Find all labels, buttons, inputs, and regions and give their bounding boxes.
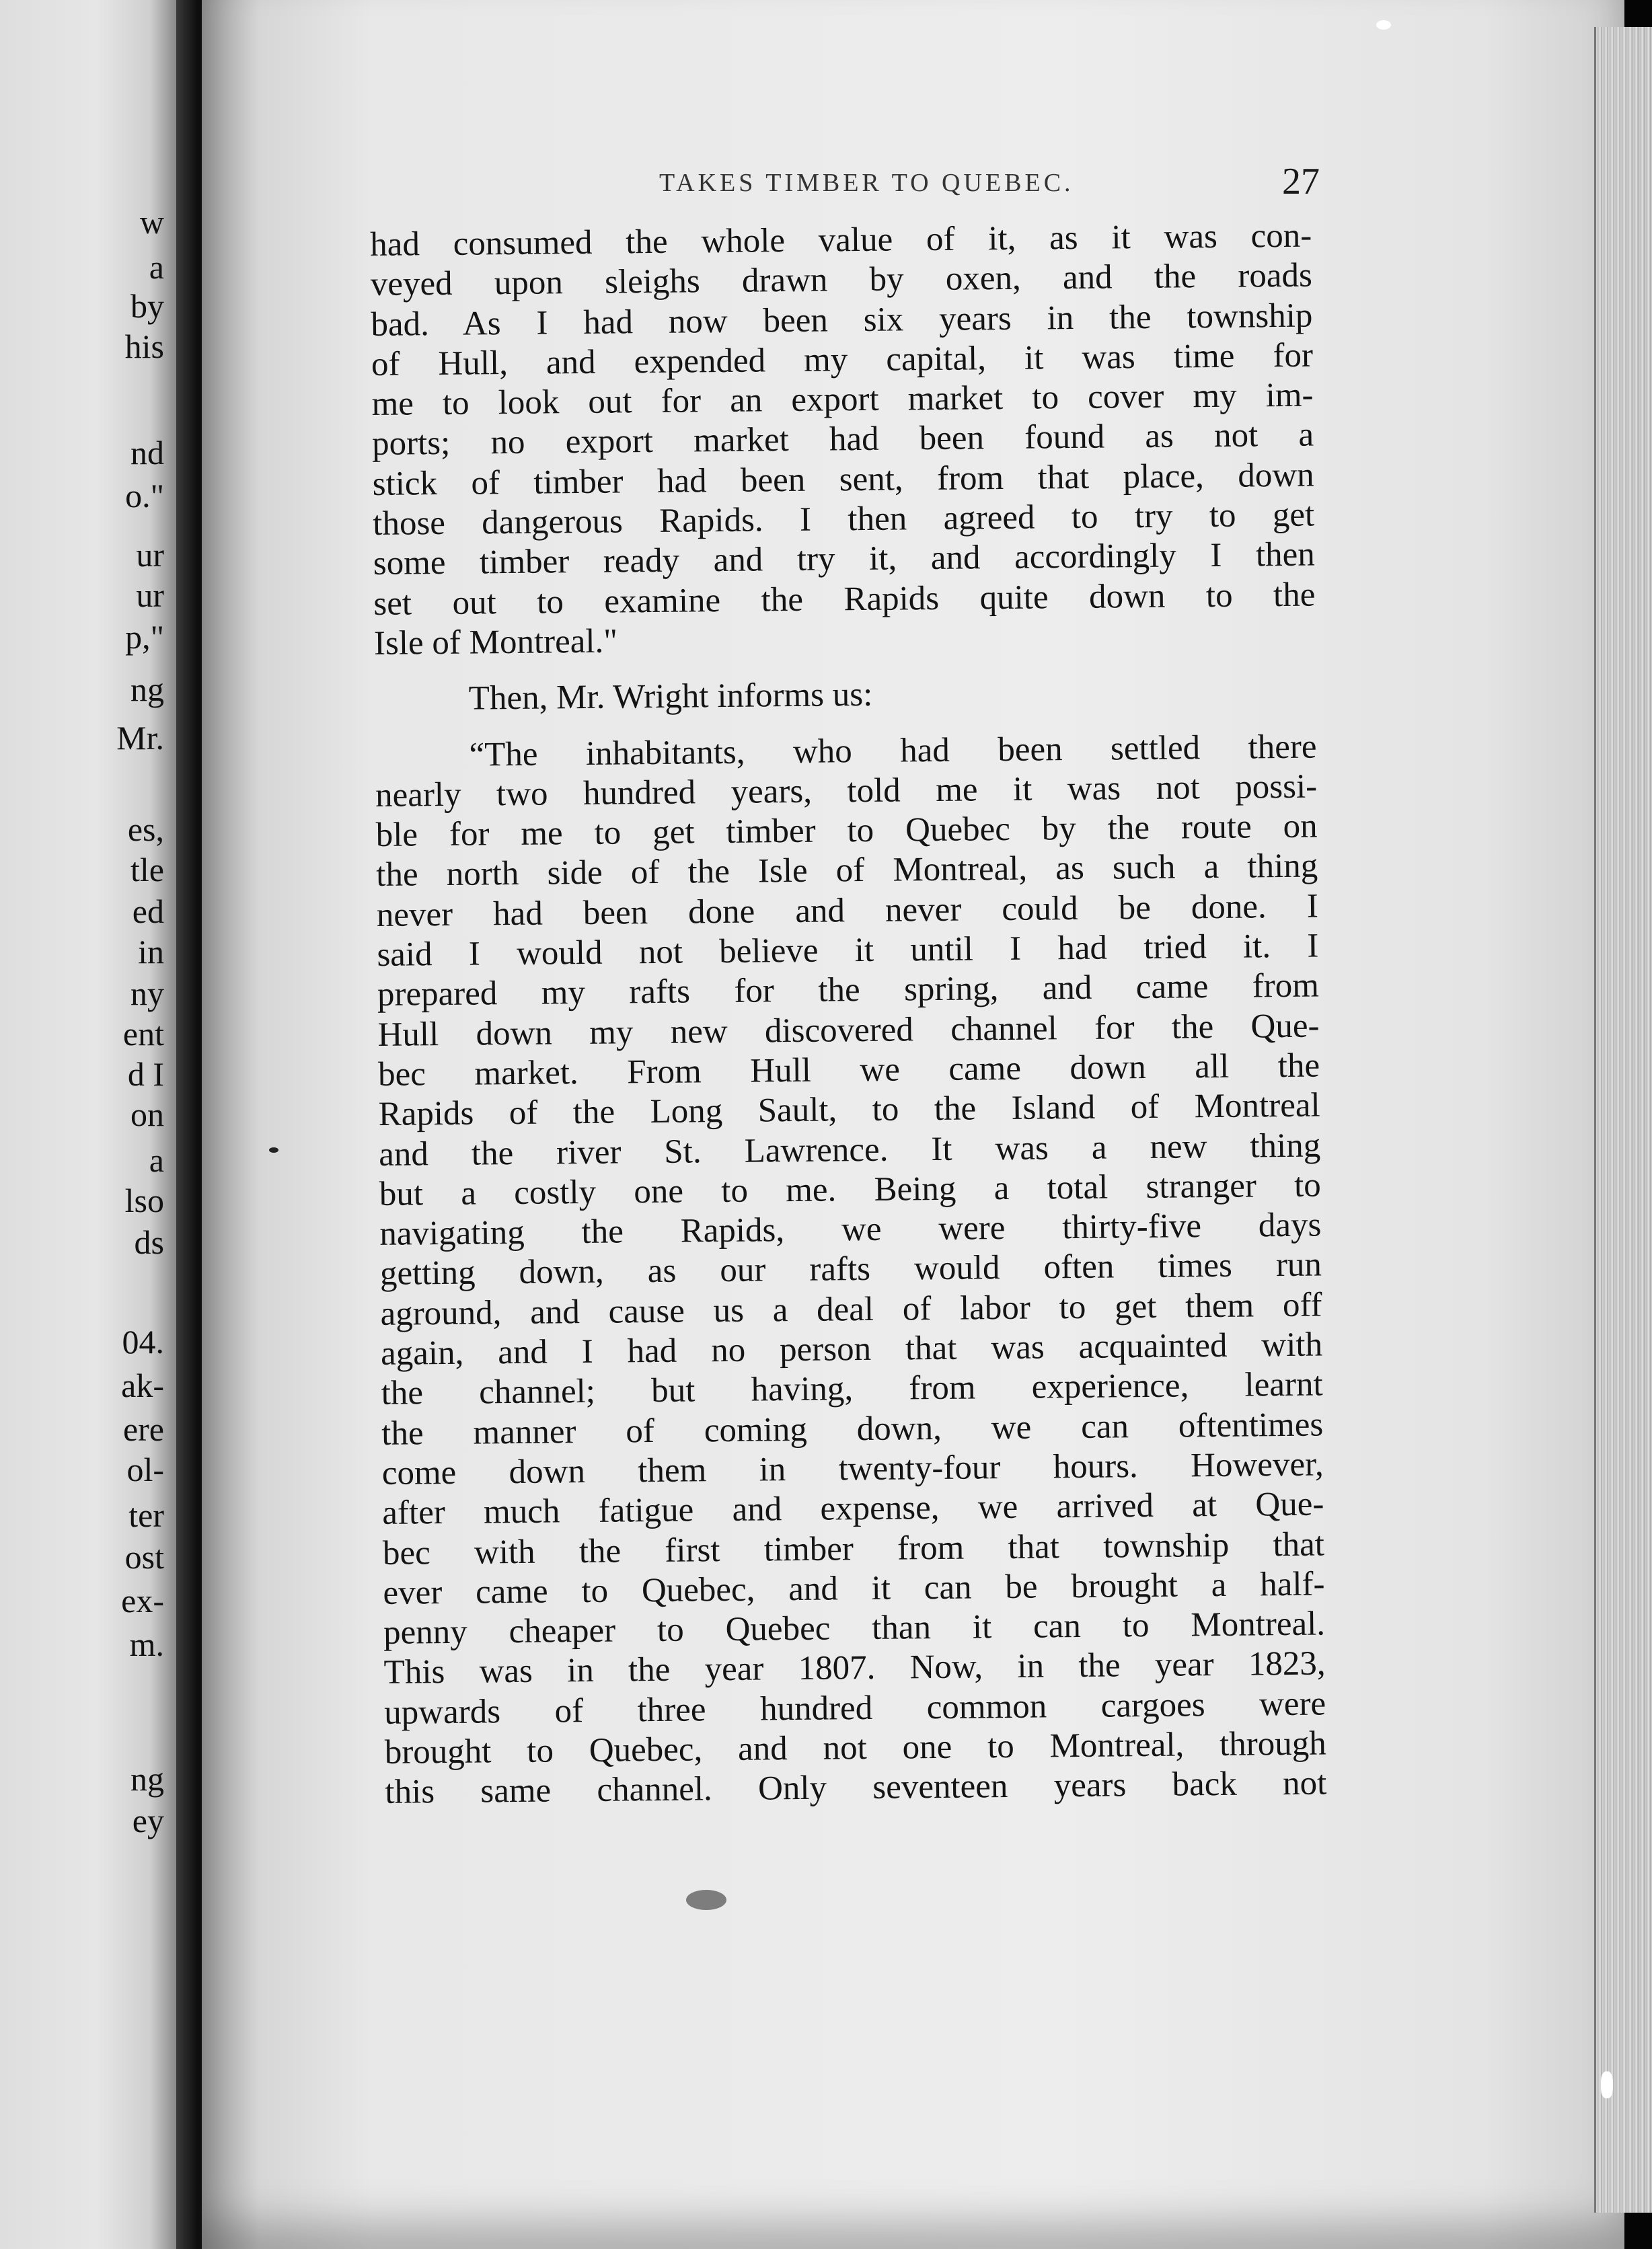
page-stack-edge bbox=[1594, 27, 1652, 2213]
left-page-fragment: 04. bbox=[122, 1323, 164, 1361]
left-page-fragment: tle bbox=[130, 851, 164, 888]
text-line: of Hull, and expended my capital, it was time for bbox=[371, 336, 1314, 383]
scan-speck bbox=[1601, 2071, 1613, 2098]
text-line: ever came to Quebec, and it can be brought a half- bbox=[383, 1565, 1325, 1612]
left-page-fragment: ng bbox=[130, 671, 164, 708]
text-line: brought to Quebec, and not one to Montreal, through bbox=[384, 1724, 1327, 1771]
text-line: navigating the Rapids, we were thirty-five days bbox=[379, 1206, 1322, 1254]
left-page-fragment: m. bbox=[129, 1626, 164, 1663]
text-line: those dangerous Rapids. I then agreed to try to get bbox=[372, 496, 1315, 543]
left-page-fragment: ed bbox=[132, 892, 164, 930]
text-line: some timber ready and try it, and accordingly I then bbox=[373, 535, 1316, 583]
text-line: ports; no export market had been found as not a bbox=[371, 416, 1314, 463]
text-line: nearly two hundred years, told me it was not possi- bbox=[375, 767, 1318, 814]
text-line: again, and I had no person that was acquainted with bbox=[380, 1326, 1323, 1373]
text-line: this same channel. Only seventeen years back not bbox=[385, 1764, 1327, 1812]
text-line: This was in the year 1807. Now, in the year 1823, bbox=[383, 1644, 1326, 1692]
text-line: stick of timber had been sent, from that place, down bbox=[372, 456, 1314, 503]
page-number: 27 bbox=[1282, 161, 1320, 202]
text-line: and the river St. Lawrence. It was a new thing bbox=[378, 1127, 1321, 1174]
left-page-fragment: o." bbox=[125, 477, 164, 514]
text-line: had consumed the whole value of it, as it was con- bbox=[370, 217, 1312, 264]
left-page-fragment: ur bbox=[136, 536, 164, 574]
scan-mark bbox=[269, 1147, 278, 1153]
left-page-fragment: ey bbox=[132, 1802, 164, 1839]
left-page-fragment: by bbox=[130, 287, 164, 325]
left-page-fragment: Mr. bbox=[116, 719, 164, 757]
text-line: bec market. From Hull we came down all the bbox=[377, 1046, 1320, 1094]
text-line: set out to examine the Rapids quite down to the bbox=[373, 576, 1316, 623]
text-line: never had been done and never could be done. I bbox=[376, 887, 1319, 934]
text-line: veyed upon sleighs drawn by oxen, and the roads bbox=[370, 256, 1313, 304]
text-line: the channel; but having, from experience, learnt bbox=[381, 1365, 1323, 1413]
body-text bbox=[370, 217, 1327, 1813]
text-line: Hull down my new discovered channel for the Que- bbox=[377, 1007, 1320, 1054]
left-page-fragment: his bbox=[124, 328, 164, 365]
text-line: the north side of the Isle of Montreal, as such a thing bbox=[376, 847, 1318, 894]
left-page-fragment: ter bbox=[128, 1496, 164, 1534]
text-line: Rapids of the Long Sault, to the Island of Montreal bbox=[378, 1086, 1320, 1134]
text-line: me to look out for an export market to cover my im- bbox=[371, 376, 1314, 424]
text-line: bad. As I had now been six years in the township bbox=[371, 297, 1313, 344]
text-line: getting down, as our rafts would often times run bbox=[379, 1246, 1322, 1293]
text-line: prepared my rafts for the spring, and came from bbox=[377, 966, 1320, 1014]
text-line: but a costly one to me. Being a total stranger to bbox=[379, 1166, 1322, 1213]
left-page-fragment: a bbox=[149, 1141, 164, 1179]
left-page-fragment: ere bbox=[122, 1410, 164, 1448]
text-line: the manner of coming down, we can oftentimes bbox=[381, 1406, 1324, 1453]
scan-mark bbox=[686, 1890, 726, 1910]
left-page-text-fragments bbox=[0, 0, 176, 2249]
left-page-fragment: es, bbox=[127, 810, 164, 848]
text-line: come down them in twenty-four hours. However, bbox=[381, 1445, 1324, 1492]
left-page-fragment: ol- bbox=[126, 1451, 164, 1488]
left-page-fragment: d I bbox=[127, 1055, 164, 1093]
text-line: upwards of three hundred common cargoes were bbox=[383, 1685, 1326, 1732]
text-line: Then, Mr. Wright informs us: bbox=[468, 676, 873, 718]
text-line: “The inhabitants, who had been settled there bbox=[469, 728, 1317, 774]
left-page-fragment: ent bbox=[122, 1015, 164, 1053]
left-page-fragment: a bbox=[149, 248, 164, 286]
left-page-fragment: w bbox=[139, 203, 164, 241]
left-page-fragment: ds bbox=[134, 1223, 164, 1261]
text-line: Isle of Montreal." bbox=[373, 622, 618, 662]
left-page-fragment: in bbox=[138, 933, 164, 970]
left-page-fragment: p," bbox=[125, 618, 164, 656]
text-line: said I would not believe it until I had tried it. I bbox=[377, 927, 1319, 974]
scan-speck bbox=[1376, 20, 1391, 30]
left-page-fragment: ost bbox=[124, 1538, 164, 1576]
left-page-fragment: lso bbox=[124, 1182, 164, 1219]
left-page-fragment: on bbox=[130, 1096, 164, 1133]
text-line: aground, and cause us a deal of labor to get them off bbox=[380, 1286, 1322, 1333]
text-line: ble for me to get timber to Quebec by the route on bbox=[375, 807, 1318, 855]
text-line: after much fatigue and expense, we arrived at Que- bbox=[382, 1485, 1324, 1533]
left-page-fragment: ur bbox=[136, 576, 164, 614]
left-page-fragment: ng bbox=[130, 1760, 164, 1798]
left-page-fragment: ak- bbox=[121, 1367, 164, 1404]
text-line: bec with the first timber from that township that bbox=[382, 1525, 1325, 1572]
left-page-fragment: ex- bbox=[121, 1582, 164, 1619]
left-page-fragment: ny bbox=[130, 975, 164, 1012]
left-page-fragment: nd bbox=[130, 434, 164, 471]
running-head: TAKES TIMBER TO QUEBEC. bbox=[659, 169, 1074, 197]
text-line: penny cheaper to Quebec than it can to Montreal. bbox=[383, 1605, 1326, 1652]
page-header bbox=[0, 156, 1652, 210]
